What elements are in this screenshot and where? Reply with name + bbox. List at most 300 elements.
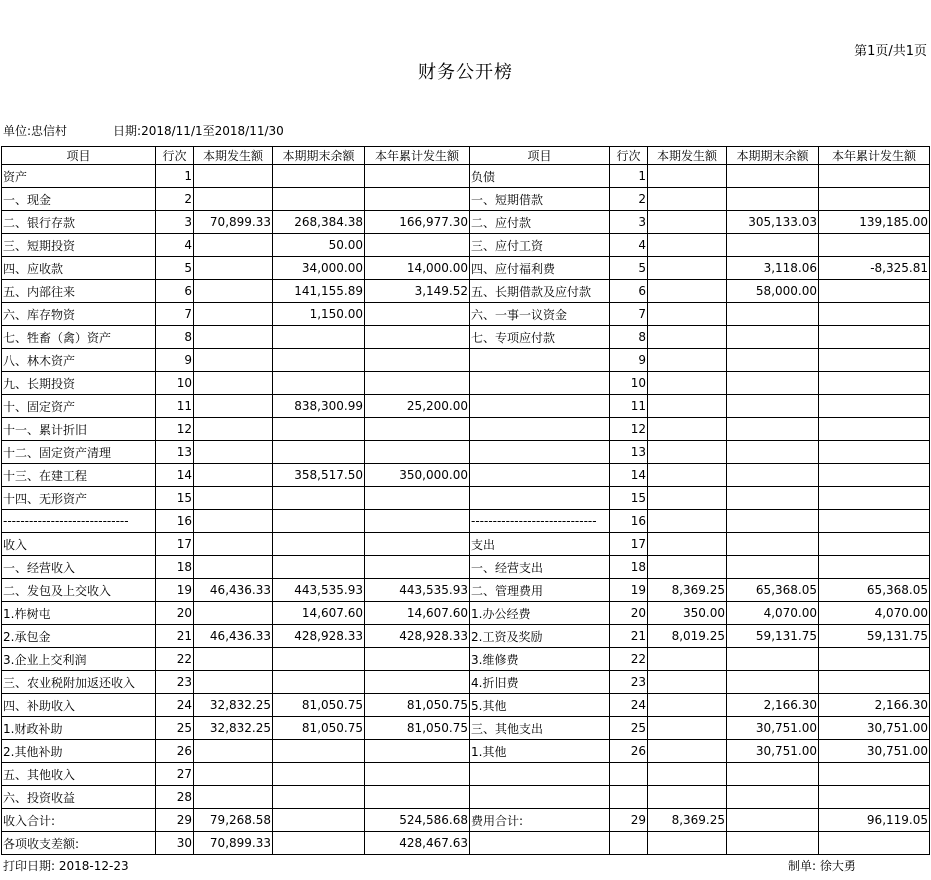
table-cell (727, 349, 819, 372)
table-cell (727, 832, 819, 855)
table-cell: 428,467.63 (365, 832, 470, 855)
table-cell (648, 533, 727, 556)
table-cell: 收入 (2, 533, 156, 556)
table-cell (365, 648, 470, 671)
table-cell (727, 533, 819, 556)
table-cell: 6 (156, 280, 194, 303)
table-cell (273, 832, 365, 855)
table-cell (610, 786, 648, 809)
table-row (2, 234, 930, 257)
column-header: 本期期末余额 (273, 147, 365, 165)
table-row (2, 441, 930, 464)
table-cell: 3,118.06 (727, 257, 819, 280)
table-cell (194, 740, 273, 763)
table-cell (365, 303, 470, 326)
table-cell (819, 671, 930, 694)
table-cell: 25 (610, 717, 648, 740)
table-cell: 5.其他 (470, 694, 610, 717)
table-cell: 16 (156, 510, 194, 533)
table-cell: 15 (156, 487, 194, 510)
table-row (2, 717, 930, 740)
table-cell: 1 (156, 165, 194, 188)
table-cell: 25 (156, 717, 194, 740)
table-cell: 十三、在建工程 (2, 464, 156, 487)
table-cell (194, 326, 273, 349)
table-cell (194, 786, 273, 809)
table-cell: 1.其他 (470, 740, 610, 763)
table-cell: 十、固定资产 (2, 395, 156, 418)
table-cell (194, 648, 273, 671)
table-cell (648, 832, 727, 855)
table-cell: 13 (610, 441, 648, 464)
table-cell (648, 510, 727, 533)
table-cell: 一、现金 (2, 188, 156, 211)
table-cell (727, 510, 819, 533)
table-cell (365, 763, 470, 786)
table-cell (365, 326, 470, 349)
table-cell: 六、库存物资 (2, 303, 156, 326)
column-header: 本年累计发生额 (365, 147, 470, 165)
table-row (2, 211, 930, 234)
table-cell: 30,751.00 (727, 717, 819, 740)
table-cell: 12 (156, 418, 194, 441)
table-cell (727, 809, 819, 832)
table-cell (819, 372, 930, 395)
date-range: 日期:2018/11/1至2018/11/30 (113, 124, 284, 138)
table-cell (273, 671, 365, 694)
table-cell (648, 648, 727, 671)
table-cell: 5 (156, 257, 194, 280)
table-cell: 26 (610, 740, 648, 763)
table-cell: 3 (156, 211, 194, 234)
table-cell (648, 717, 727, 740)
table-cell (819, 510, 930, 533)
table-cell: 4 (610, 234, 648, 257)
table-cell (194, 349, 273, 372)
table-cell: 6 (610, 280, 648, 303)
table-cell (273, 763, 365, 786)
table-cell: 2,166.30 (727, 694, 819, 717)
table-cell (648, 188, 727, 211)
table-cell (194, 602, 273, 625)
unit-label: 单位:忠信村 (3, 124, 68, 138)
table-cell: 46,436.33 (194, 579, 273, 602)
table-cell (727, 648, 819, 671)
table-cell: 3.维修费 (470, 648, 610, 671)
table-cell: 七、专项应付款 (470, 326, 610, 349)
table-cell (819, 464, 930, 487)
table-cell (194, 165, 273, 188)
table-cell (365, 441, 470, 464)
table-cell (648, 395, 727, 418)
table-cell (727, 234, 819, 257)
report-meta (3, 122, 284, 139)
table-row (2, 395, 930, 418)
table-cell (727, 303, 819, 326)
column-header: 本年累计发生额 (819, 147, 930, 165)
table-cell (727, 556, 819, 579)
table-cell (819, 533, 930, 556)
table-cell (365, 510, 470, 533)
table-cell: 428,928.33 (365, 625, 470, 648)
table-cell: 8 (610, 326, 648, 349)
table-cell: 三、农业税附加返还收入 (2, 671, 156, 694)
table-cell: 14 (610, 464, 648, 487)
table-cell (194, 464, 273, 487)
table-cell: 8,019.25 (648, 625, 727, 648)
table-cell: 10 (156, 372, 194, 395)
table-cell: 19 (156, 579, 194, 602)
table-row (2, 809, 930, 832)
table-cell: 50.00 (273, 234, 365, 257)
table-row (2, 418, 930, 441)
table-cell: 70,899.33 (194, 211, 273, 234)
table-cell: 65,368.05 (727, 579, 819, 602)
page-title: 财务公开榜 (418, 62, 513, 83)
table-cell (648, 372, 727, 395)
table-row (2, 372, 930, 395)
financial-table (1, 146, 930, 855)
table-cell (273, 510, 365, 533)
table-cell (365, 372, 470, 395)
column-header: 本期发生额 (648, 147, 727, 165)
table-cell: 79,268.58 (194, 809, 273, 832)
table-cell (194, 510, 273, 533)
table-cell (194, 487, 273, 510)
table-cell (365, 740, 470, 763)
table-cell: 三、其他支出 (470, 717, 610, 740)
table-cell (727, 188, 819, 211)
table-cell (648, 487, 727, 510)
table-cell (727, 786, 819, 809)
table-cell: 三、短期投资 (2, 234, 156, 257)
table-cell: 18 (156, 556, 194, 579)
table-cell: 五、其他收入 (2, 763, 156, 786)
table-cell: 2.其他补助 (2, 740, 156, 763)
table-cell (470, 832, 610, 855)
table-cell (648, 441, 727, 464)
table-cell (727, 671, 819, 694)
table-cell (648, 257, 727, 280)
table-cell: 支出 (470, 533, 610, 556)
table-cell: 三、应付工资 (470, 234, 610, 257)
table-cell: 5 (610, 257, 648, 280)
table-cell (365, 533, 470, 556)
table-cell (273, 740, 365, 763)
table-cell (727, 464, 819, 487)
table-row (2, 625, 930, 648)
table-cell: 4.折旧费 (470, 671, 610, 694)
table-cell (648, 694, 727, 717)
table-cell: 16 (610, 510, 648, 533)
table-cell: 3 (610, 211, 648, 234)
table-cell: 负债 (470, 165, 610, 188)
table-cell: 81,050.75 (273, 694, 365, 717)
table-cell: 4 (156, 234, 194, 257)
table-cell (819, 441, 930, 464)
table-cell: 20 (610, 602, 648, 625)
column-header: 项目 (2, 147, 156, 165)
table-cell: 九、长期投资 (2, 372, 156, 395)
table-cell (273, 188, 365, 211)
table-cell (273, 533, 365, 556)
table-cell (819, 303, 930, 326)
table-cell (365, 165, 470, 188)
table-cell: 四、补助收入 (2, 694, 156, 717)
table-cell (194, 303, 273, 326)
table-row (2, 303, 930, 326)
table-cell (273, 648, 365, 671)
table-cell: 11 (610, 395, 648, 418)
table-cell (470, 763, 610, 786)
table-cell: 24 (610, 694, 648, 717)
table-cell (194, 556, 273, 579)
table-cell: 28 (156, 786, 194, 809)
table-cell: 139,185.00 (819, 211, 930, 234)
table-cell: 七、牲畜（禽）资产 (2, 326, 156, 349)
table-cell: 四、应付福利费 (470, 257, 610, 280)
column-header: 本期发生额 (194, 147, 273, 165)
table-cell (648, 740, 727, 763)
table-row (2, 349, 930, 372)
table-cell: 14,000.00 (365, 257, 470, 280)
table-cell: 14 (156, 464, 194, 487)
table-cell (648, 556, 727, 579)
table-cell: 14,607.60 (365, 602, 470, 625)
table-cell (819, 648, 930, 671)
table-row (2, 763, 930, 786)
table-cell: 141,155.89 (273, 280, 365, 303)
table-cell: 资产 (2, 165, 156, 188)
table-cell (194, 671, 273, 694)
table-cell: 838,300.99 (273, 395, 365, 418)
table-cell: 4,070.00 (819, 602, 930, 625)
table-cell: 58,000.00 (727, 280, 819, 303)
table-cell (194, 280, 273, 303)
table-cell (819, 786, 930, 809)
table-cell: 12 (610, 418, 648, 441)
table-cell: 3,149.52 (365, 280, 470, 303)
table-cell (819, 763, 930, 786)
table-row (2, 832, 930, 855)
table-cell: 27 (156, 763, 194, 786)
table-cell: 428,928.33 (273, 625, 365, 648)
table-row (2, 257, 930, 280)
table-cell (365, 671, 470, 694)
table-cell (819, 234, 930, 257)
table-cell: 1.财政补助 (2, 717, 156, 740)
table-cell (727, 763, 819, 786)
table-cell (648, 165, 727, 188)
table-cell: 15 (610, 487, 648, 510)
table-cell (470, 418, 610, 441)
table-cell (194, 418, 273, 441)
table-cell (727, 165, 819, 188)
column-header: 本期期末余额 (727, 147, 819, 165)
table-cell (365, 556, 470, 579)
table-cell (727, 418, 819, 441)
table-cell: 一、经营支出 (470, 556, 610, 579)
table-cell (470, 441, 610, 464)
table-cell: 14,607.60 (273, 602, 365, 625)
table-cell: 166,977.30 (365, 211, 470, 234)
table-cell: 26 (156, 740, 194, 763)
table-cell: 25,200.00 (365, 395, 470, 418)
table-cell: 1.柞树屯 (2, 602, 156, 625)
table-cell (273, 326, 365, 349)
table-cell: 8,369.25 (648, 579, 727, 602)
table-cell (273, 165, 365, 188)
table-cell: 2 (610, 188, 648, 211)
table-cell: 443,535.93 (273, 579, 365, 602)
table-cell: ----------------------------- (470, 510, 610, 533)
table-cell: 1.办公经费 (470, 602, 610, 625)
table-cell (610, 763, 648, 786)
table-cell: 443,535.93 (365, 579, 470, 602)
table-cell (727, 372, 819, 395)
table-cell (194, 395, 273, 418)
table-cell: 2.承包金 (2, 625, 156, 648)
table-cell (819, 326, 930, 349)
table-cell: 3.企业上交利润 (2, 648, 156, 671)
table-row (2, 487, 930, 510)
table-cell (819, 349, 930, 372)
table-cell: 四、应收款 (2, 257, 156, 280)
table-row (2, 740, 930, 763)
column-header: 项目 (470, 147, 610, 165)
table-cell (194, 763, 273, 786)
table-cell (727, 326, 819, 349)
table-row (2, 648, 930, 671)
table-cell: 81,050.75 (273, 717, 365, 740)
table-cell (648, 418, 727, 441)
table-cell: 30,751.00 (819, 740, 930, 763)
table-cell: 22 (156, 648, 194, 671)
table-cell: -8,325.81 (819, 257, 930, 280)
table-cell (273, 372, 365, 395)
table-row (2, 510, 930, 533)
table-cell: 十二、固定资产清理 (2, 441, 156, 464)
table-cell: ----------------------------- (2, 510, 156, 533)
table-cell (470, 487, 610, 510)
table-cell: 59,131.75 (819, 625, 930, 648)
page-number: 第1页/共1页 (854, 44, 927, 59)
table-cell: 18 (610, 556, 648, 579)
table-cell (365, 188, 470, 211)
table-cell: 1,150.00 (273, 303, 365, 326)
table-cell: 2 (156, 188, 194, 211)
table-cell: 305,133.03 (727, 211, 819, 234)
table-cell (819, 280, 930, 303)
table-cell: 2,166.30 (819, 694, 930, 717)
table-cell (194, 441, 273, 464)
table-cell: 81,050.75 (365, 717, 470, 740)
table-row (2, 786, 930, 809)
table-cell: 1 (610, 165, 648, 188)
table-cell (648, 211, 727, 234)
table-row (2, 556, 930, 579)
table-cell (273, 349, 365, 372)
table-row (2, 533, 930, 556)
table-cell: 费用合计: (470, 809, 610, 832)
table-cell: 二、应付款 (470, 211, 610, 234)
table-cell: 10 (610, 372, 648, 395)
table-cell: 30,751.00 (727, 740, 819, 763)
table-cell: 524,586.68 (365, 809, 470, 832)
table-cell (194, 188, 273, 211)
table-cell: 23 (610, 671, 648, 694)
table-cell: 13 (156, 441, 194, 464)
table-row (2, 694, 930, 717)
table-cell: 30,751.00 (819, 717, 930, 740)
table-cell: 一、短期借款 (470, 188, 610, 211)
table-cell: 350,000.00 (365, 464, 470, 487)
table-cell: 十一、累计折旧 (2, 418, 156, 441)
table-cell: 29 (156, 809, 194, 832)
table-cell: 24 (156, 694, 194, 717)
table-cell: 一、经营收入 (2, 556, 156, 579)
table-cell: 8,369.25 (648, 809, 727, 832)
table-cell (648, 464, 727, 487)
table-cell (194, 533, 273, 556)
table-cell: 7 (156, 303, 194, 326)
table-row (2, 579, 930, 602)
table-cell: 70,899.33 (194, 832, 273, 855)
table-cell: 十四、无形资产 (2, 487, 156, 510)
table-cell (648, 671, 727, 694)
table-cell (194, 372, 273, 395)
table-cell: 32,832.25 (194, 717, 273, 740)
table-cell (470, 349, 610, 372)
table-cell (819, 556, 930, 579)
table-cell (470, 464, 610, 487)
table-cell (727, 487, 819, 510)
table-cell (365, 487, 470, 510)
table-cell (648, 280, 727, 303)
table-cell: 六、一事一议资金 (470, 303, 610, 326)
table-cell (470, 372, 610, 395)
table-row (2, 671, 930, 694)
table-cell (819, 487, 930, 510)
table-cell (648, 349, 727, 372)
table-cell (648, 763, 727, 786)
table-cell (819, 188, 930, 211)
table-cell (648, 786, 727, 809)
table-cell (365, 786, 470, 809)
table-cell: 65,368.05 (819, 579, 930, 602)
table-cell: 29 (610, 809, 648, 832)
table-cell: 22 (610, 648, 648, 671)
table-cell: 7 (610, 303, 648, 326)
table-cell: 11 (156, 395, 194, 418)
table-cell: 六、投资收益 (2, 786, 156, 809)
table-row (2, 602, 930, 625)
table-cell (727, 395, 819, 418)
table-cell (819, 832, 930, 855)
table-cell: 21 (156, 625, 194, 648)
table-cell: 收入合计: (2, 809, 156, 832)
table-cell (365, 234, 470, 257)
table-cell (470, 395, 610, 418)
table-row (2, 280, 930, 303)
table-cell: 46,436.33 (194, 625, 273, 648)
table-cell: 59,131.75 (727, 625, 819, 648)
table-cell: 23 (156, 671, 194, 694)
table-cell (273, 441, 365, 464)
table-row (2, 188, 930, 211)
table-cell: 二、管理费用 (470, 579, 610, 602)
maker-label: 制单: 徐大勇 (788, 859, 856, 873)
